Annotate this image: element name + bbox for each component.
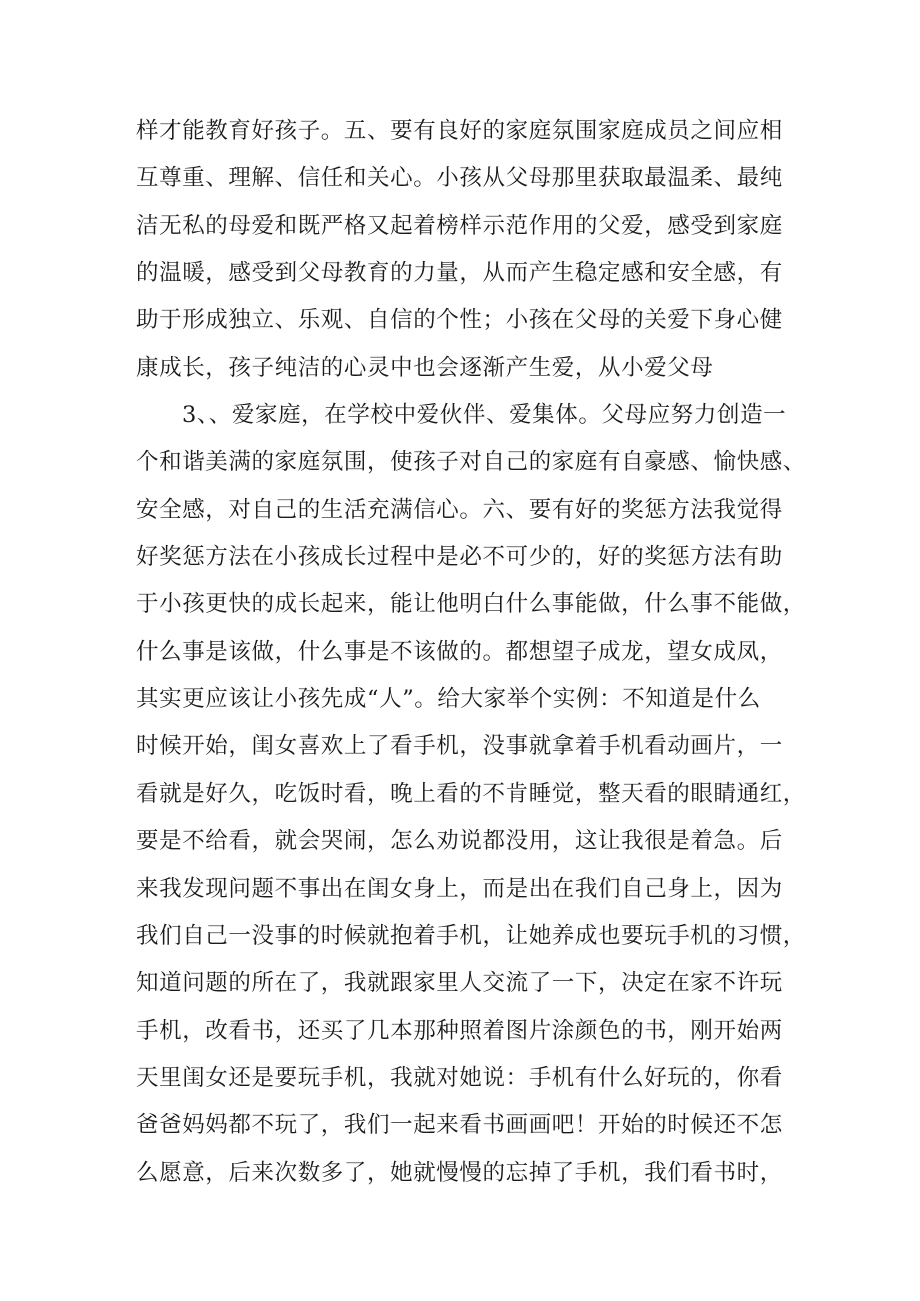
text-line: 爸爸妈妈都不玩了，我们一起来看书画画吧！开始的时候还不怎 [136, 1112, 783, 1139]
text-line: 的温暖，感受到父母教育的力量，从而产生稳定感和安全感，有 [136, 260, 783, 287]
body-text [136, 108, 806, 1197]
text-line: 我们自己一没事的时候就抱着手机，让她养成也要玩手机的习惯， [136, 922, 806, 949]
text-line: 么愿意，后来次数多了，她就慢慢的忘掉了手机，我们看书时， [136, 1159, 783, 1186]
text-line: 康成长，孩子纯洁的心灵中也会逐渐产生爱，从小爱父母 [136, 354, 714, 381]
text-line: 什么事是该做，什么事是不该做的。都想望子成龙，望女成凤， [136, 638, 783, 665]
text-line: 来我发现问题不事出在闺女身上，而是出在我们自己身上，因为 [136, 875, 783, 902]
text-line: 互尊重、理解、信任和关心。小孩从父母那里获取最温柔、最纯 [136, 165, 783, 192]
text-line: 个和谐美满的家庭氛围，使孩子对自己的家庭有自豪感、愉快感、 [136, 449, 806, 476]
paragraph-start-line: 3、、爱家庭，在学校中爱伙伴、爱集体。父母应努力创造一 [182, 402, 787, 429]
text-line: 洁无私的母爱和既严格又起着榜样示范作用的父爱，感受到家庭 [136, 212, 783, 239]
text-line: 于小孩更快的成长起来，能让他明白什么事能做，什么事不能做， [136, 591, 806, 618]
text-line: 天里闺女还是要玩手机，我就对她说：手机有什么好玩的，你看 [136, 1064, 783, 1091]
text-line: 时候开始，闺女喜欢上了看手机，没事就拿着手机看动画片，一 [136, 733, 783, 760]
text-line: 好奖惩方法在小孩成长过程中是必不可少的，好的奖惩方法有助 [136, 544, 783, 571]
text-line: 其实更应该让小孩先成“人”。给大家举个实例：不知道是什么 [136, 686, 761, 713]
text-line: 安全感，对自己的生活充满信心。六、要有好的奖惩方法我觉得 [136, 496, 783, 523]
text-line: 知道问题的所在了，我就跟家里人交流了一下，决定在家不许玩 [136, 970, 783, 997]
text-line: 要是不给看，就会哭闹，怎么劝说都没用，这让我很是着急。后 [136, 828, 783, 855]
text-line: 助于形成独立、乐观、自信的个性；小孩在父母的关爱下身心健 [136, 307, 783, 334]
text-line: 样才能教育好孩子。五、要有良好的家庭氛围家庭成员之间应相 [136, 118, 783, 144]
text-line: 看就是好久，吃饭时看，晚上看的不肯睡觉，整天看的眼睛通红， [136, 780, 806, 807]
text-line: 手机，改看书，还买了几本那种照着图片涂颜色的书，刚开始两 [136, 1017, 783, 1044]
